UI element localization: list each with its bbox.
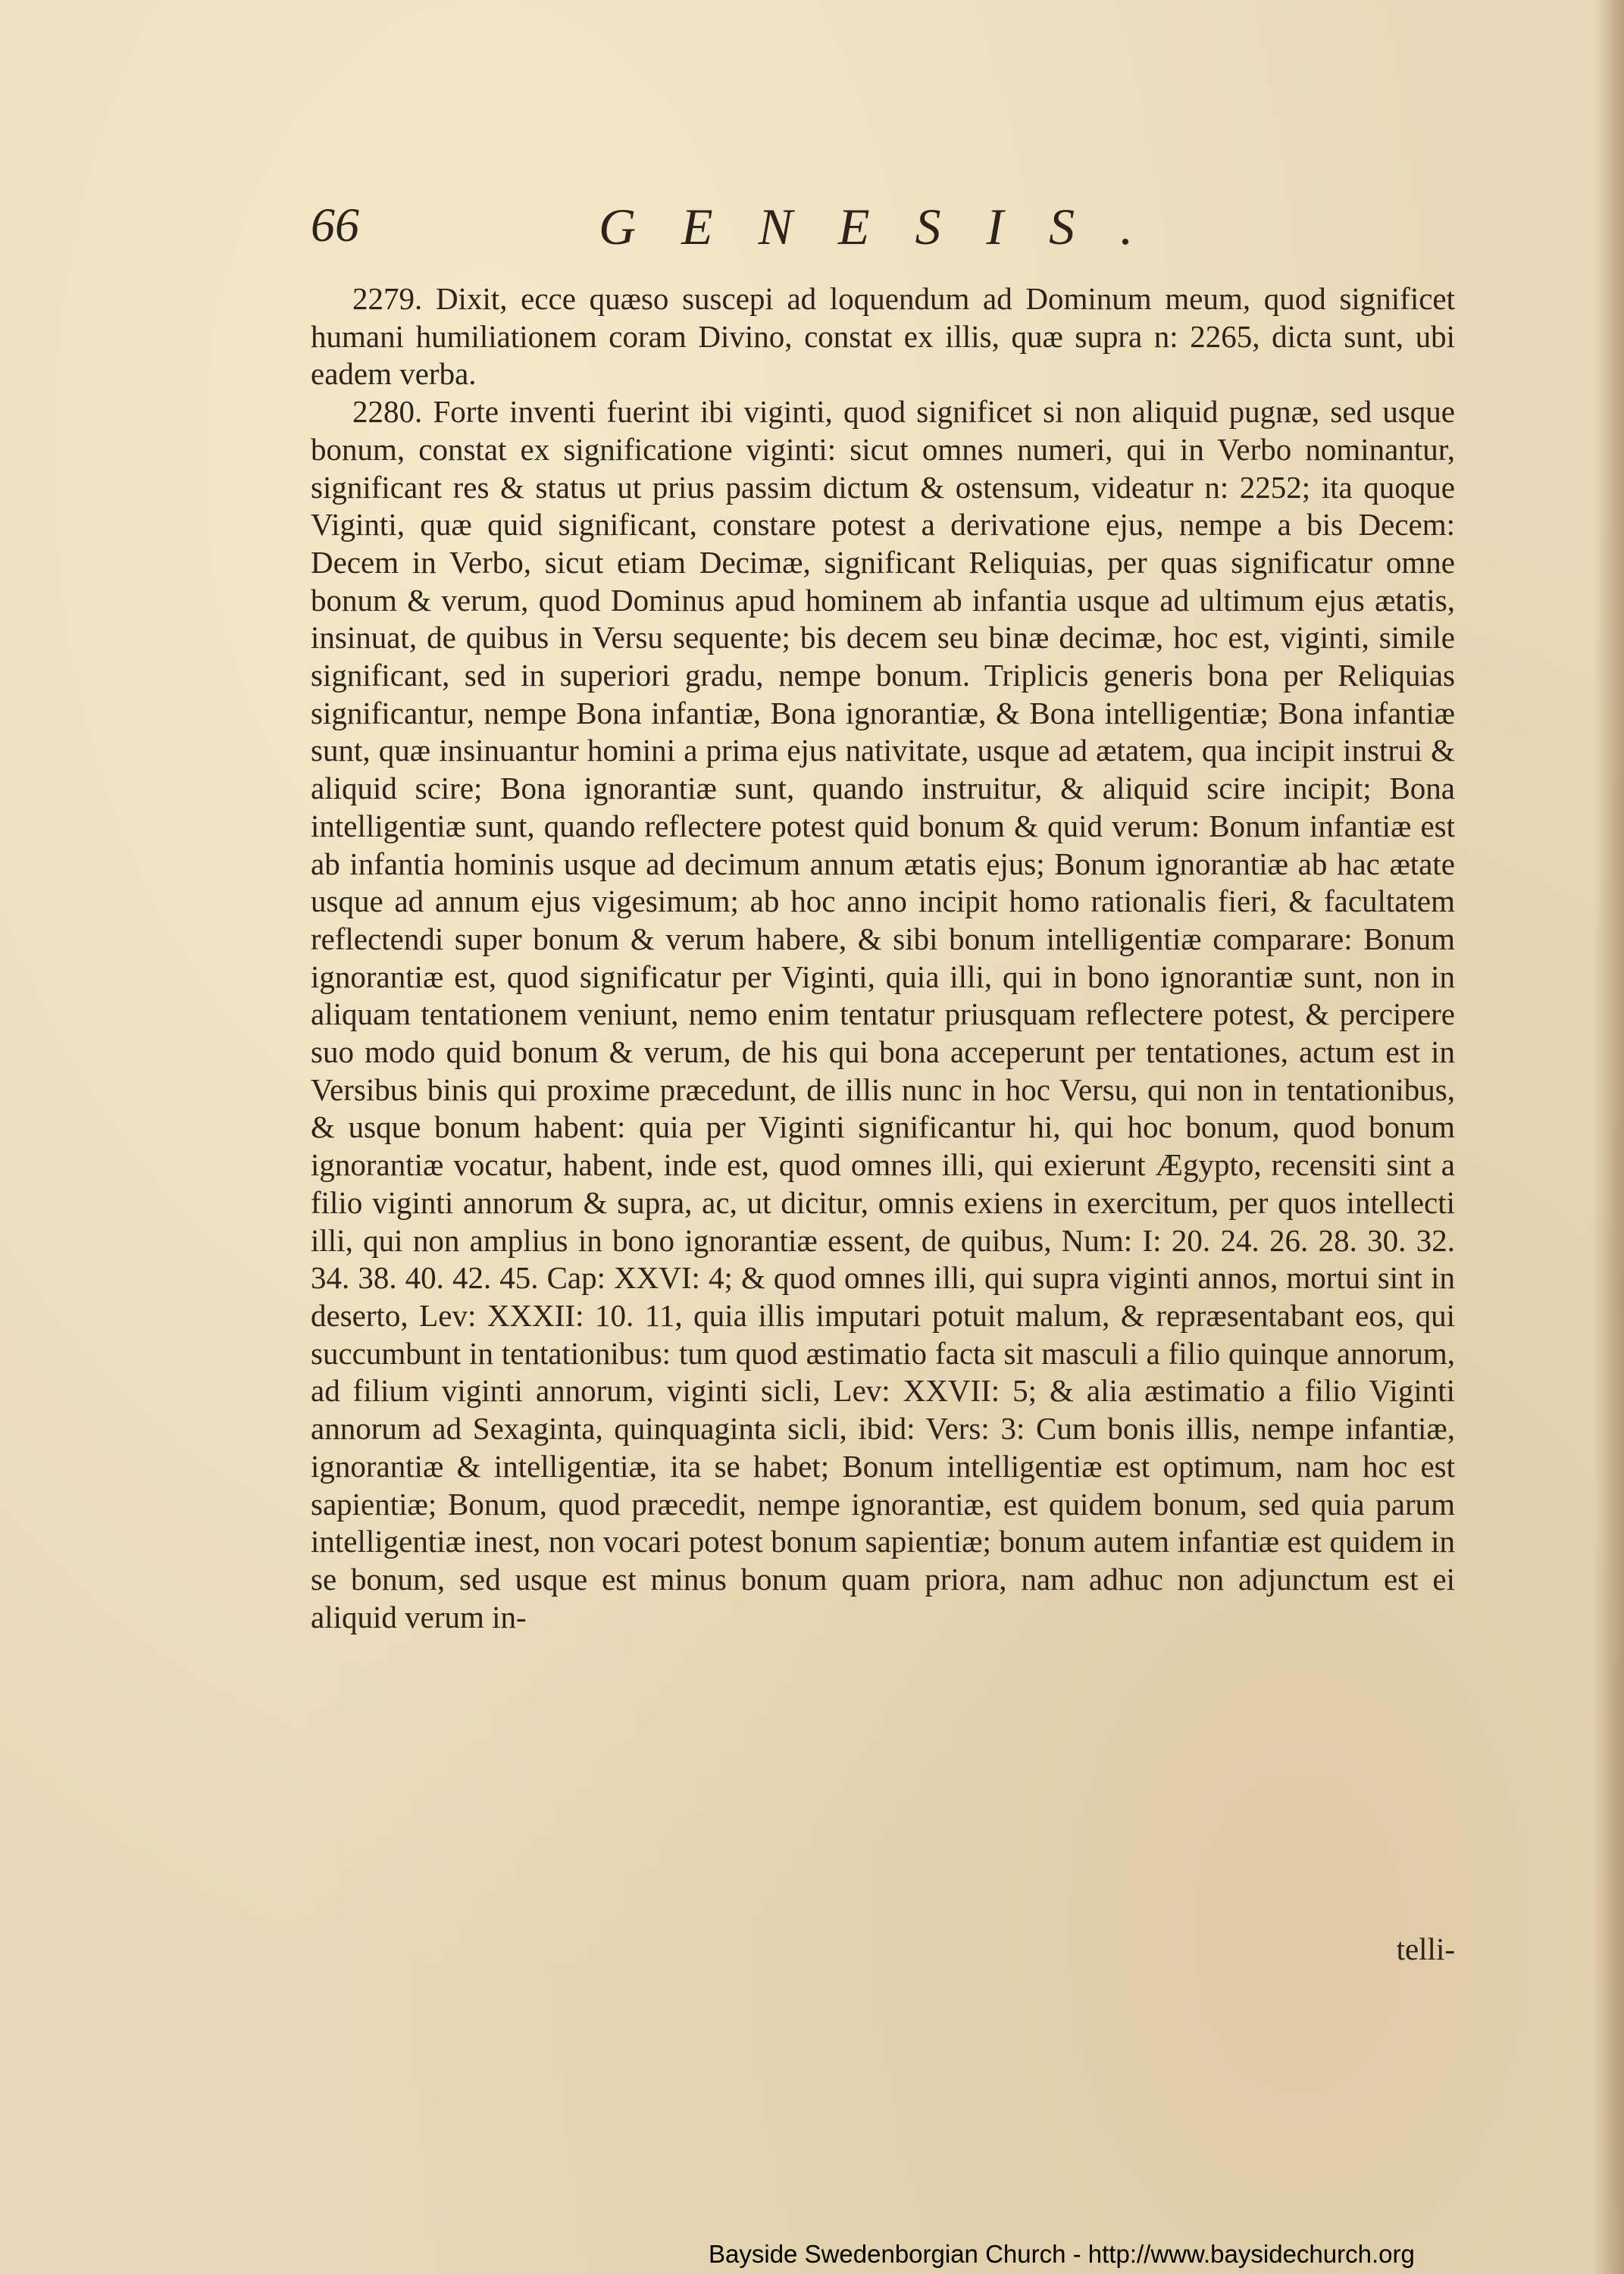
running-head: [311, 197, 1455, 273]
paragraph-text: Forte inventi fuerint ibi viginti, quod significet si non aliquid pugnæ, sed usque bonum, constat ex significatione viginti: sicut omnes numeri, qui in Verbo nominantur, significant res & status ut prius passim dictum & ostensum, videatur n: 2252; ita quoque Viginti, quæ quid significant, constare potest a derivatione ejus, nempe a bis Decem: Decem in Verbo, sicut etiam Decimæ, significant Reliquias, per quas significatur omne bonum & verum, quod Dominus apud hominem ab infantia usque ad ultimum ejus ætatis, insinuat, de quibus in Versu sequente; bis decem seu binæ decimæ, hoc est, viginti, simile significant, sed in superiori gradu, nempe bonum. Triplicis generis bona per Reliquias significantur, nempe Bona infantiæ, Bona ignorantiæ, & Bona intelligentiæ; Bona infantiæ sunt, quæ insinuantur homini a prima ejus nativitate, usque ad ætatem, qua incipit instrui & aliquid scire; Bona ignorantiæ sunt, quando instruitur, & aliquid scire incipit; Bona intelligentiæ sunt, quando reflectere potest quid bonum & quid verum: Bonum infantiæ est ab infantia hominis usque ad decimum annum ætatis ejus; Bonum ignorantiæ ab hac ætate usque ad annum ejus vigesimum; ab hoc anno incipit homo rationalis fieri, & facultatem reflectendi super bonum & verum habere, & sibi bonum intelligentiæ comparare: Bonum ignorantiæ est, quod significatur per Viginti, quia illi, qui in bono ignorantiæ sunt, non in aliquam tentationem veniunt, nemo enim tentatur priusquam reflectere potest, & percipere suo modo quid bonum & verum, de his qui bona acceperunt per tentationes, actum est in Versibus binis qui proxime præcedunt, de illis nunc in hoc Versu, qui non in tentationibus, & usque bonum habent: quia per Viginti significantur hi, qui hoc bonum, quod bonum ignorantiæ vocatur, habent, inde est, quod omnes illi, qui exierunt Ægypto, recensiti sint a filio viginti annorum & supra, ac, ut dicitur, omnis exiens in exercitum, per quos intellecti illi, qui non amplius in bono ignorantiæ essent, de quibus, Num: I: 20. 24. 26. 28. 30. 32. 34. 38. 40. 42. 45. Cap: XXVI: 4; & quod omnes illi, qui supra viginti annos, mortui sint in deserto, Lev: XXXII: 10. 11, quia illis imputari potuit malum, & repræsentabant eos, qui succumbunt in tentationibus: tum quod æstimatio facta sit masculi a filio quinque annorum, ad filium viginti annorum, viginti sicli, Lev: XXVII: 5; & alia æstimatio a filio Viginti annorum ad Sexaginta, quinquaginta sicli, ibid: Vers: 3: Cum bonis illis, nempe infantiæ, ignorantiæ & intelligentiæ, ita se habet; Bonum intelligentiæ est optimum, nam hoc est sapientiæ; Bonum, quod præcedit, nempe ignorantiæ, est quidem bonum, sed quia parum intelligentiæ inest, non vocari potest bonum sapientiæ; bonum autem infantiæ est quidem in se bonum, sed usque est minus bonum quam priora, nam adhuc non adjunctum est ei aliquid verum in-: [311, 394, 1455, 1634]
paragraph-number: 2280.: [352, 394, 423, 430]
book-page: [311, 197, 1455, 1636]
paragraph-2279: [311, 280, 1455, 393]
page-spine-shadow: [1594, 0, 1624, 2274]
paragraph-text: Dixit, ecce quæso suscepi ad loquendum ad Dominum meum, quod significet humani humiliationem coram Divino, constat ex illis, quæ supra n: 2265, dicta sunt, ubi eadem verba.: [311, 281, 1456, 392]
body-text: [311, 280, 1455, 1636]
catchword: telli-: [1396, 1931, 1455, 1966]
paragraph-2280: [311, 393, 1455, 1636]
running-title: GENESIS.: [599, 198, 1179, 255]
paragraph-number: 2279.: [352, 281, 423, 316]
page-number: 66: [311, 198, 359, 252]
footer-watermark: Bayside Swedenborgian Church - http://www.baysidechurch.org: [709, 2240, 1415, 2268]
